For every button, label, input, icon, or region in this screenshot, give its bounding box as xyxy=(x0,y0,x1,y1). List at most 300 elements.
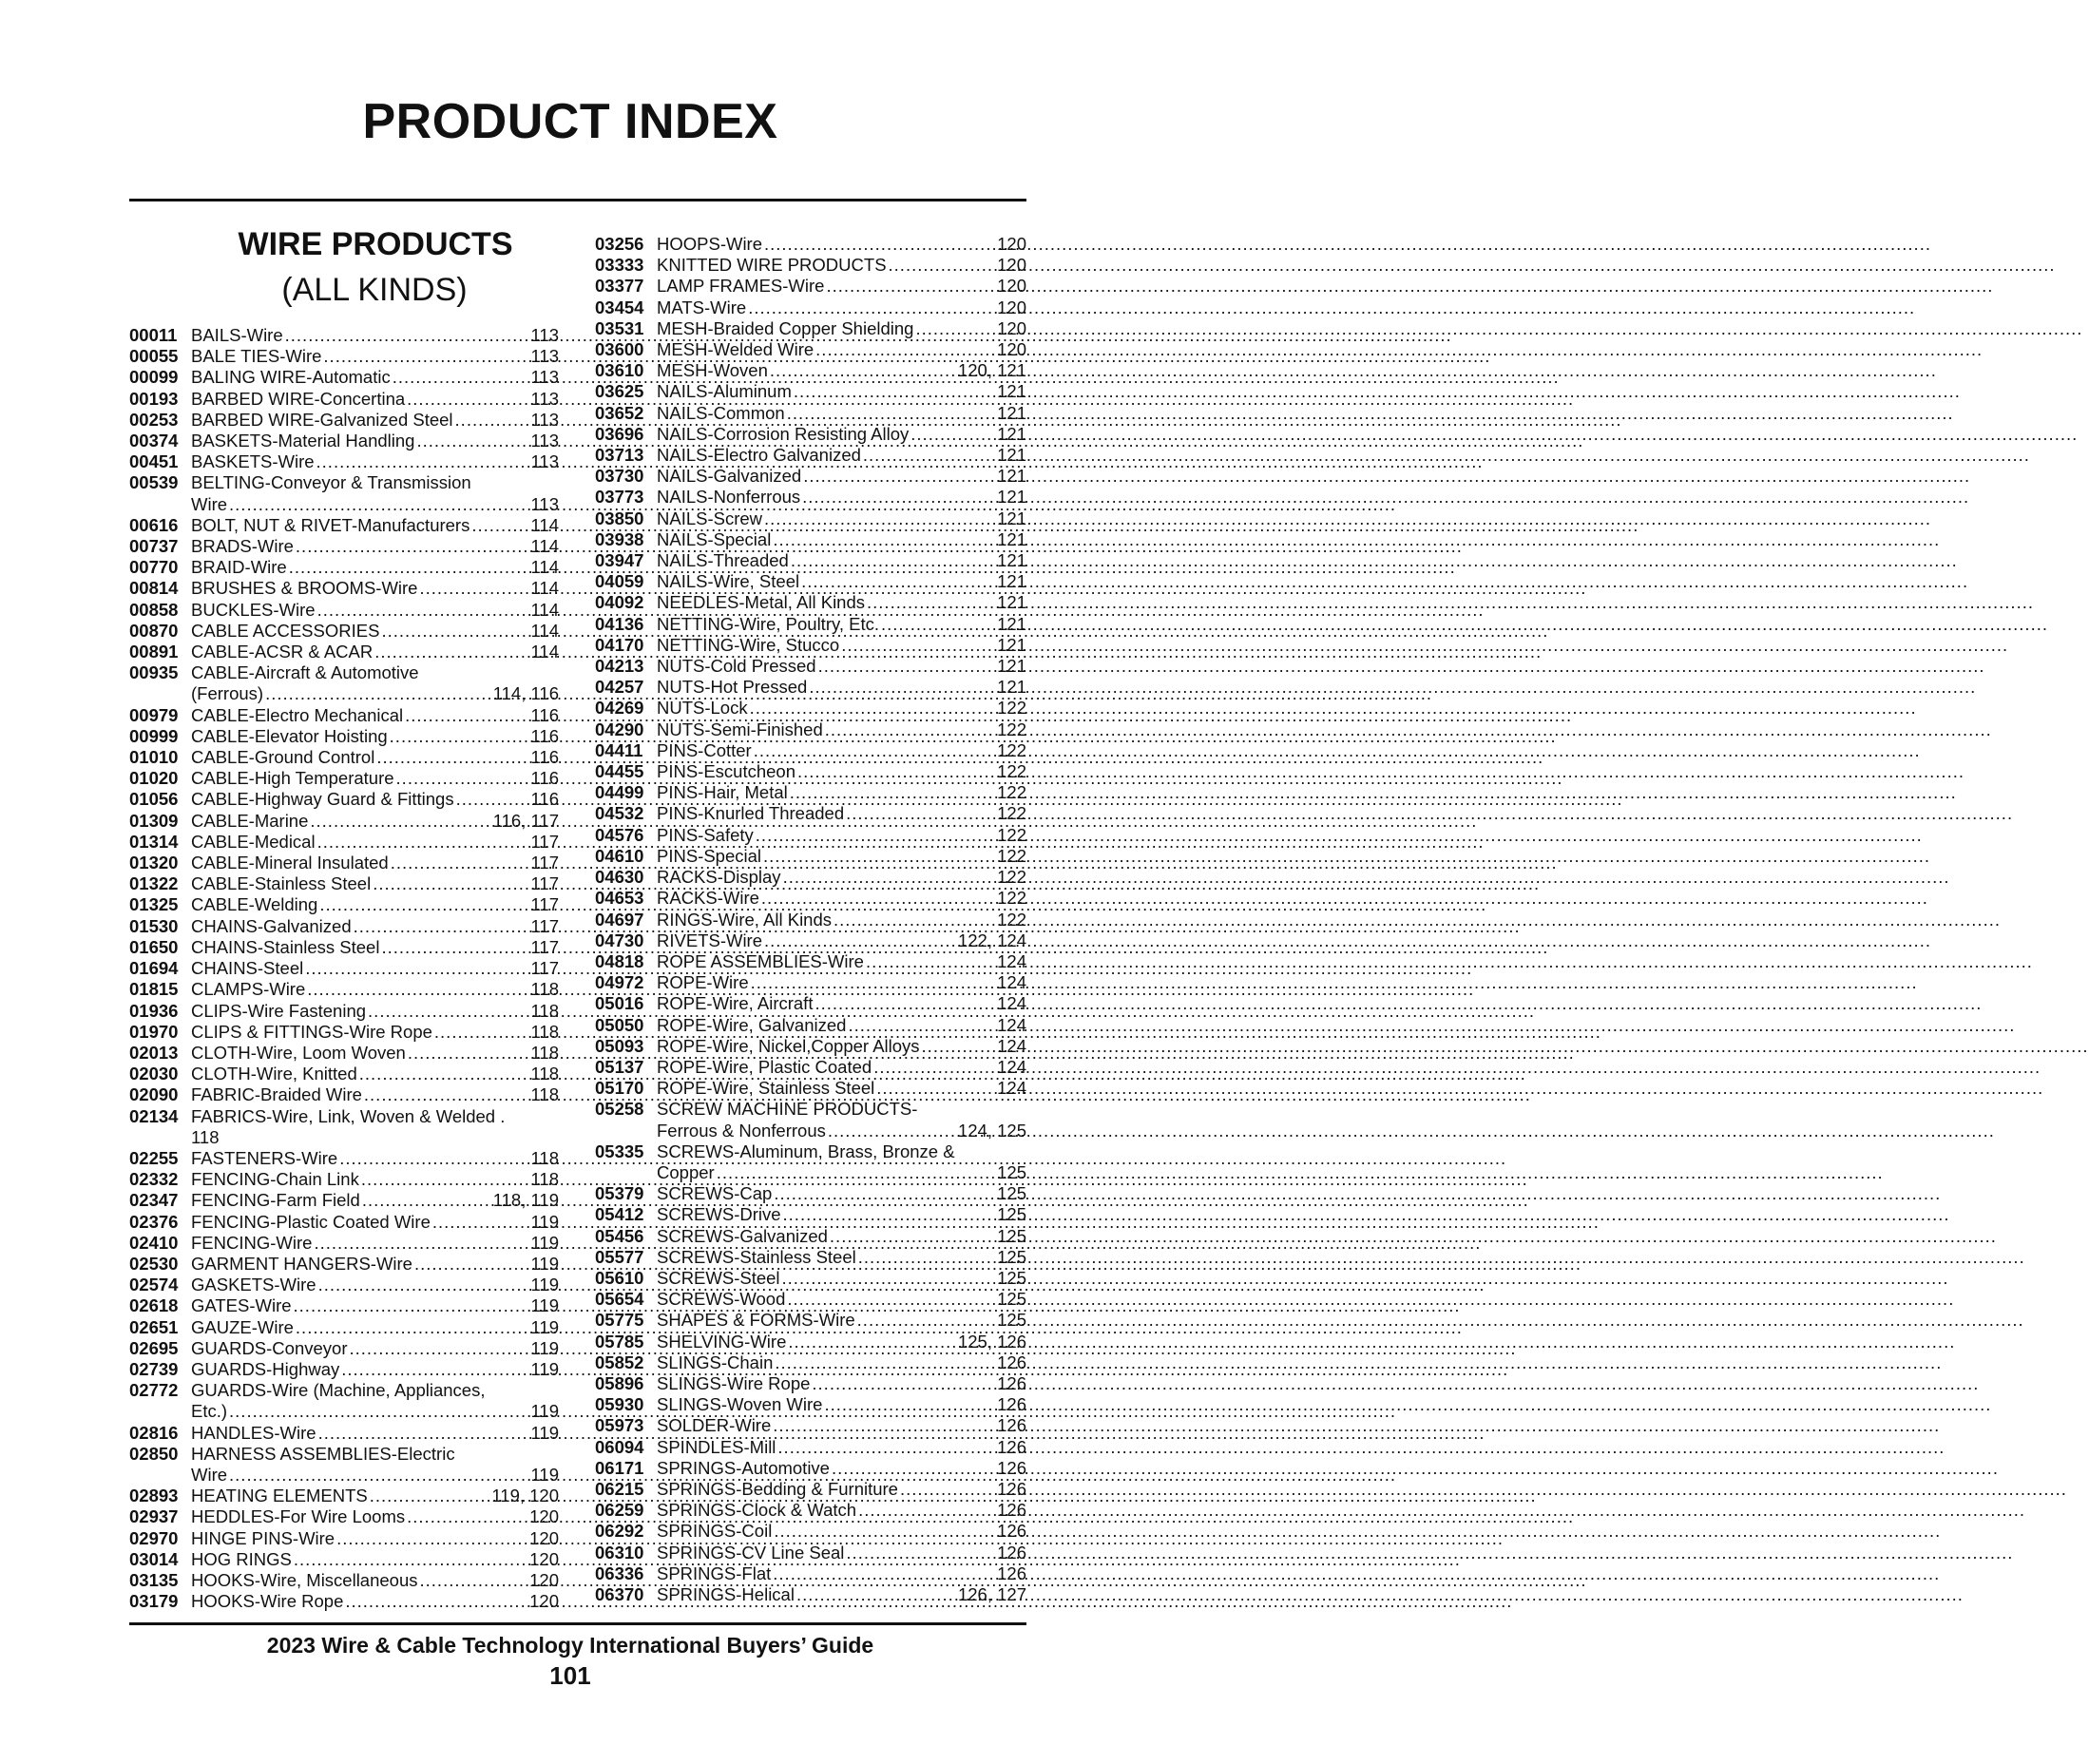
entry-pages: 118 xyxy=(530,1147,559,1168)
entry-pages: 119 xyxy=(530,1295,559,1316)
index-entry xyxy=(595,487,1026,508)
entry-code: 02695 xyxy=(129,1337,179,1358)
index-entry xyxy=(129,705,559,726)
index-entry xyxy=(129,1148,559,1169)
index-entry xyxy=(129,1591,559,1612)
dot-leader xyxy=(752,740,997,761)
index-entry xyxy=(129,1084,559,1105)
dot-leader xyxy=(391,367,531,388)
dot-leader xyxy=(749,972,998,993)
dot-leader xyxy=(431,1212,531,1233)
dot-leader xyxy=(343,1591,529,1612)
entry-code: 00999 xyxy=(129,725,179,746)
entry-name: Wire xyxy=(191,1464,228,1485)
dot-leader xyxy=(780,1268,998,1289)
entry-pages: 122 xyxy=(997,761,1026,782)
dot-leader xyxy=(403,705,530,726)
entry-code: 03947 xyxy=(595,550,644,571)
entry-pages: 126 xyxy=(997,1563,1026,1583)
entry-name: FENCING-Farm Field xyxy=(191,1190,360,1211)
entry-pages: 125 xyxy=(997,1310,1026,1331)
entry-pages: 118 xyxy=(530,979,559,1000)
entry-pages: 126 xyxy=(997,1457,1026,1478)
entry-pages: 125 xyxy=(997,1183,1026,1204)
index-entry xyxy=(595,403,1026,424)
entry-pages: 120 xyxy=(997,234,1026,254)
entry-pages: 126 xyxy=(997,1372,1026,1393)
entry-pages: 118 xyxy=(530,1084,559,1105)
dot-leader xyxy=(746,297,997,318)
index-entry xyxy=(595,1437,1026,1458)
index-entry xyxy=(129,1022,559,1043)
index-entry xyxy=(595,592,1026,613)
entry-name: CHAINS-Steel xyxy=(191,958,304,979)
index-entry xyxy=(129,1295,559,1316)
dot-leader xyxy=(379,937,530,958)
entry-pages: 119 xyxy=(530,1401,559,1422)
entry-name: NUTS-Hot Pressed xyxy=(657,677,808,698)
dot-leader xyxy=(920,1036,998,1057)
dot-leader xyxy=(292,1549,529,1570)
index-entry xyxy=(595,255,1026,276)
entry-name: CABLE-High Temperature xyxy=(191,768,394,789)
index-entry xyxy=(129,472,559,514)
entry-name: BOLT, NUT & RIVET-Manufacturers xyxy=(191,514,470,535)
entry-code: 00858 xyxy=(129,599,179,620)
entry-name: RINGS-Wire, All Kinds xyxy=(657,909,833,930)
entry-code: 05896 xyxy=(595,1372,644,1393)
entry-code: 04576 xyxy=(595,824,644,845)
dot-leader xyxy=(412,1254,531,1275)
index-entry xyxy=(129,747,559,768)
dot-leader xyxy=(715,1162,997,1183)
index-entry xyxy=(129,600,559,621)
dot-leader xyxy=(801,466,997,487)
entry-name: CABLE ACCESSORIES xyxy=(191,620,380,641)
entry-name: FENCING-Plastic Coated Wire xyxy=(191,1211,431,1232)
entry-pages: 114 xyxy=(530,599,559,620)
entry-pages: 122 xyxy=(997,782,1026,803)
entry-name: SPRINGS-Flat xyxy=(657,1563,772,1583)
entry-pages: 121 xyxy=(997,487,1026,508)
entry-pages: 117 xyxy=(530,853,559,873)
page-title: PRODUCT INDEX xyxy=(362,94,778,149)
entry-name: KNITTED WIRE PRODUCTS xyxy=(657,255,887,276)
entry-pages: 118 xyxy=(530,1064,559,1084)
index-entry xyxy=(129,726,559,747)
dot-leader xyxy=(786,1332,958,1352)
dot-leader xyxy=(844,803,997,824)
index-entry xyxy=(129,346,559,367)
entry-pages: 117 xyxy=(530,873,559,894)
entry-code: 02970 xyxy=(129,1527,179,1548)
entry-code: 00737 xyxy=(129,536,179,557)
entry-name: PINS-Special xyxy=(657,845,762,866)
entry-name: FABRICS-Wire, Link, Woven & Welded . xyxy=(191,1105,506,1126)
dot-leader xyxy=(826,1121,958,1141)
dot-leader xyxy=(773,1352,997,1373)
entry-pages: 113 xyxy=(530,431,559,451)
entry-code: 02618 xyxy=(129,1295,179,1316)
entry-pages: 113 xyxy=(530,451,559,472)
entry-code: 02410 xyxy=(129,1232,179,1253)
dot-leader xyxy=(453,410,531,431)
dot-leader xyxy=(771,1563,997,1584)
entry-pages: 116 xyxy=(530,747,559,768)
entry-code: 01322 xyxy=(129,873,179,894)
entry-code: 06215 xyxy=(595,1478,644,1499)
entry-name: GATES-Wire xyxy=(191,1295,292,1316)
dot-leader xyxy=(337,1148,530,1169)
entry-pages: 121 xyxy=(997,445,1026,466)
index-entry xyxy=(595,1204,1026,1225)
index-entry xyxy=(595,1521,1026,1542)
entry-name: ROPE-Wire, Aircraft xyxy=(657,993,814,1014)
dot-leader xyxy=(294,1317,531,1338)
entry-code: 03135 xyxy=(129,1569,179,1590)
entry-name: BELTING-Conveyor & Transmission xyxy=(191,472,471,493)
entry-code: 03531 xyxy=(595,317,644,338)
entry-code: 00891 xyxy=(129,642,179,662)
index-entry xyxy=(129,894,559,915)
entry-name: RACKS-Display xyxy=(657,867,781,888)
entry-code: 04059 xyxy=(595,571,644,592)
entry-pages: 113 xyxy=(530,388,559,409)
entry-name: CHAINS-Galvanized xyxy=(191,915,352,936)
dot-leader xyxy=(776,1437,997,1458)
index-entry xyxy=(595,424,1026,445)
entry-code: 05335 xyxy=(595,1141,644,1161)
index-entry xyxy=(129,325,559,346)
dot-leader xyxy=(405,1506,529,1527)
entry-name: MESH-Braided Copper Shielding xyxy=(657,317,914,338)
dot-leader xyxy=(762,234,997,255)
dot-leader xyxy=(312,1233,530,1254)
index-column-right xyxy=(595,234,1026,1605)
entry-pages: 121 xyxy=(997,656,1026,677)
dot-leader xyxy=(772,1183,997,1204)
entry-pages: 117 xyxy=(530,831,559,852)
dot-leader xyxy=(316,600,531,621)
entry-code: 04269 xyxy=(595,698,644,719)
entry-name: NAILS-Special xyxy=(657,528,772,549)
entry-name: NUTS-Cold Pressed xyxy=(657,656,816,677)
entry-name: SCREWS-Cap xyxy=(657,1183,773,1204)
dot-leader xyxy=(366,1001,530,1022)
index-entry xyxy=(595,234,1026,255)
entry-pages: 113 xyxy=(530,409,559,430)
entry-code: 01309 xyxy=(129,810,179,831)
dot-leader xyxy=(839,635,997,656)
entry-name: SCREWS-Aluminum, Brass, Bronze & xyxy=(657,1141,955,1161)
entry-pages: 120 xyxy=(529,1506,559,1527)
entry-pages: 126 xyxy=(997,1394,1026,1415)
entry-name: BRADS-Wire xyxy=(191,536,294,557)
entry-name: LAMP FRAMES-Wire xyxy=(657,276,825,297)
index-entry xyxy=(129,410,559,431)
entry-pages: 114 xyxy=(530,536,559,557)
entry-code: 01056 xyxy=(129,789,179,810)
dot-leader xyxy=(470,515,530,536)
entry-name: CABLE-Welding xyxy=(191,894,318,915)
dot-leader xyxy=(418,1570,530,1591)
entry-name: CABLE-Medical xyxy=(191,831,316,852)
entry-pages: 122 xyxy=(997,867,1026,888)
dot-leader xyxy=(316,1423,531,1444)
dot-leader xyxy=(417,578,530,599)
entry-pages: 124 xyxy=(997,1035,1026,1056)
dot-leader xyxy=(781,867,998,888)
entry-code: 03610 xyxy=(595,360,644,381)
dot-leader xyxy=(816,656,998,677)
index-entry xyxy=(595,614,1026,635)
index-entry xyxy=(595,846,1026,867)
entry-name: FENCING-Wire xyxy=(191,1232,313,1253)
entry-name: Etc.) xyxy=(191,1401,228,1422)
index-entry xyxy=(129,1190,559,1211)
entry-name: CLIPS & FITTINGS-Wire Rope xyxy=(191,1021,432,1042)
entry-code: 05973 xyxy=(595,1415,644,1436)
entry-pages: 114, 116 xyxy=(492,683,559,704)
entry-code: 05610 xyxy=(595,1267,644,1288)
index-entry xyxy=(595,910,1026,930)
entry-pages: 126 xyxy=(997,1415,1026,1436)
index-entry xyxy=(129,1043,559,1064)
index-entry xyxy=(595,381,1026,402)
entry-code: 06171 xyxy=(595,1457,644,1478)
dot-leader xyxy=(768,360,958,381)
entry-code: 03014 xyxy=(129,1548,179,1569)
index-entry xyxy=(129,1338,559,1359)
entry-pages: 118 xyxy=(530,1021,559,1042)
entry-code: 03652 xyxy=(595,402,644,423)
dot-leader xyxy=(772,1521,997,1542)
entry-code: 02772 xyxy=(129,1380,179,1401)
dot-leader xyxy=(762,930,958,951)
entry-name: GAUZE-Wire xyxy=(191,1316,294,1337)
dot-leader xyxy=(754,825,997,846)
dot-leader xyxy=(810,1373,997,1394)
entry-name: NAILS-Corrosion Resisting Alloy xyxy=(657,423,910,444)
index-entry xyxy=(595,867,1026,888)
index-entry xyxy=(595,1036,1026,1057)
index-entry xyxy=(595,318,1026,339)
dot-leader xyxy=(788,782,997,803)
entry-pages: 118 xyxy=(530,1169,559,1190)
entry-code: 05379 xyxy=(595,1183,644,1204)
entry-code: 03713 xyxy=(595,445,644,466)
entry-pages: 116, 117 xyxy=(492,810,559,831)
entry-code: 01694 xyxy=(129,958,179,979)
entry-name: HOOKS-Wire, Miscellaneous xyxy=(191,1569,418,1590)
entry-code: 04213 xyxy=(595,656,644,677)
index-entry xyxy=(595,571,1026,592)
index-entry xyxy=(129,621,559,642)
dot-leader xyxy=(822,1394,997,1415)
entry-code: 04730 xyxy=(595,930,644,950)
index-entry xyxy=(129,1169,559,1190)
index-entry xyxy=(129,958,559,979)
entry-name: NEEDLES-Metal, All Kinds xyxy=(657,592,866,613)
entry-name: HARNESS ASSEMBLIES-Electric xyxy=(191,1443,455,1464)
dot-leader xyxy=(359,1169,531,1190)
dot-leader xyxy=(357,1064,531,1084)
entry-name: SPRINGS-Clock & Watch xyxy=(657,1500,857,1521)
index-entry xyxy=(129,1254,559,1275)
entry-name: GARMENT HANGERS-Wire xyxy=(191,1253,412,1274)
entry-code: 00616 xyxy=(129,514,179,535)
index-entry xyxy=(595,1332,1026,1352)
index-entry xyxy=(129,1549,559,1570)
entry-pages: 124 xyxy=(997,993,1026,1014)
entry-name: SHAPES & FORMS-Wire xyxy=(657,1310,855,1331)
entry-code: 06370 xyxy=(595,1584,644,1604)
entry-pages: 116 xyxy=(530,704,559,725)
entry-name: CLAMPS-Wire xyxy=(191,979,306,1000)
entry-pages: 114 xyxy=(530,578,559,599)
index-entry xyxy=(595,1543,1026,1563)
entry-name: GUARDS-Wire (Machine, Appliances, xyxy=(191,1380,486,1401)
index-entry xyxy=(129,578,559,599)
entry-code: 00055 xyxy=(129,346,179,367)
entry-name: SHELVING-Wire xyxy=(657,1331,787,1352)
dot-leader xyxy=(830,1458,997,1479)
entry-name: ROPE ASSEMBLIES-Wire xyxy=(657,950,864,971)
entry-pages: 118, 119 xyxy=(492,1190,559,1211)
entry-code: 04972 xyxy=(595,972,644,993)
entry-name: HINGE PINS-Wire xyxy=(191,1527,335,1548)
dot-leader xyxy=(800,487,997,508)
index-entry xyxy=(595,1584,1026,1605)
entry-pages: 124 xyxy=(997,1014,1026,1035)
entry-name: SPRINGS-Automotive xyxy=(657,1457,830,1478)
entry-name: SOLDER-Wire xyxy=(657,1415,772,1436)
entry-pages: 113 xyxy=(530,367,559,388)
entry-code: 05016 xyxy=(595,993,644,1014)
entry-pages: 120 xyxy=(529,1569,559,1590)
index-entry xyxy=(595,339,1026,360)
index-entry xyxy=(595,782,1026,803)
entry-code: 02530 xyxy=(129,1253,179,1274)
entry-code: 06259 xyxy=(595,1500,644,1521)
entry-name: Copper xyxy=(657,1161,715,1182)
entry-pages: 114 xyxy=(530,642,559,662)
entry-code: 02030 xyxy=(129,1064,179,1084)
dot-leader xyxy=(406,1043,531,1064)
index-entry xyxy=(595,1289,1026,1310)
entry-code: 02332 xyxy=(129,1169,179,1190)
index-entry xyxy=(129,1528,559,1549)
entry-pages: 114 xyxy=(530,514,559,535)
dot-leader xyxy=(872,1057,997,1078)
index-entry xyxy=(129,389,559,410)
entry-name: NAILS-Common xyxy=(657,402,785,423)
entry-name: MATS-Wire xyxy=(657,297,747,317)
entry-name: GASKETS-Wire xyxy=(191,1275,316,1295)
entry-code: 00814 xyxy=(129,578,179,599)
dot-leader xyxy=(292,1295,531,1316)
dot-leader xyxy=(227,494,530,515)
entry-pages: 120 xyxy=(997,317,1026,338)
entry-code: 00935 xyxy=(129,662,179,683)
entry-pages: 124 xyxy=(997,1056,1026,1077)
dot-leader xyxy=(362,1084,531,1105)
entry-code: 05852 xyxy=(595,1352,644,1372)
index-entry xyxy=(595,1015,1026,1036)
entry-name: BALE TIES-Wire xyxy=(191,346,322,367)
dot-leader xyxy=(887,255,998,276)
dot-leader xyxy=(263,683,493,704)
entry-name: SCREWS-Galvanized xyxy=(657,1225,828,1246)
index-entry xyxy=(129,1570,559,1591)
dot-leader xyxy=(379,621,530,642)
entry-code: 03256 xyxy=(595,234,644,254)
dot-leader xyxy=(864,951,997,972)
entry-code: 04610 xyxy=(595,845,644,866)
entry-code: 02090 xyxy=(129,1084,179,1105)
dot-leader xyxy=(879,614,997,635)
entry-pages: 120 xyxy=(997,297,1026,317)
index-entry xyxy=(595,276,1026,297)
entry-name: SCREWS-Stainless Steel xyxy=(657,1246,856,1267)
index-entry xyxy=(595,888,1026,909)
index-entry xyxy=(129,1064,559,1084)
entry-pages: 117 xyxy=(530,958,559,979)
entry-code: 02013 xyxy=(129,1042,179,1063)
index-entry xyxy=(595,529,1026,550)
entry-code: 01010 xyxy=(129,747,179,768)
dot-leader xyxy=(405,389,530,410)
dot-leader xyxy=(913,318,997,339)
dot-leader xyxy=(832,910,997,930)
index-entry xyxy=(129,515,559,536)
dot-leader xyxy=(813,993,997,1014)
entry-pages: 116 xyxy=(530,725,559,746)
dot-leader xyxy=(394,768,531,789)
entry-name: NAILS-Wire, Steel xyxy=(657,571,800,592)
entry-code: 04818 xyxy=(595,950,644,971)
entry-code: 03625 xyxy=(595,381,644,402)
entry-code: 06094 xyxy=(595,1436,644,1457)
dot-leader xyxy=(317,894,530,915)
dot-leader xyxy=(785,403,997,424)
entry-pages: 119 xyxy=(530,1316,559,1337)
entry-code: 05050 xyxy=(595,1014,644,1035)
entry-pages: 120 xyxy=(997,276,1026,297)
entry-name: BRUSHES & BROOMS-Wire xyxy=(191,578,418,599)
entry-name: ROPE-Wire xyxy=(657,972,749,993)
index-entry xyxy=(129,1444,559,1486)
entry-pages: 126 xyxy=(997,1542,1026,1563)
entry-code: 03179 xyxy=(129,1591,179,1612)
entry-code: 00374 xyxy=(129,431,179,451)
entry-pages: 125 xyxy=(997,1204,1026,1225)
index-entry xyxy=(129,811,559,832)
entry-pages: 126 xyxy=(997,1478,1026,1499)
entry-pages: 118 xyxy=(530,1000,559,1021)
entry-name: ROPE-Wire, Plastic Coated xyxy=(657,1056,872,1077)
entry-name: NAILS-Nonferrous xyxy=(657,487,801,508)
entry-name: (Ferrous) xyxy=(191,683,264,704)
index-entry xyxy=(129,1275,559,1295)
index-entry xyxy=(595,677,1026,698)
entry-pages: 121 xyxy=(997,528,1026,549)
entry-code: 02134 xyxy=(129,1105,179,1126)
index-entry xyxy=(595,740,1026,761)
entry-code: 01314 xyxy=(129,831,179,852)
entry-name: CABLE-ACSR & ACAR xyxy=(191,642,374,662)
entry-name: RIVETS-Wire xyxy=(657,930,762,950)
